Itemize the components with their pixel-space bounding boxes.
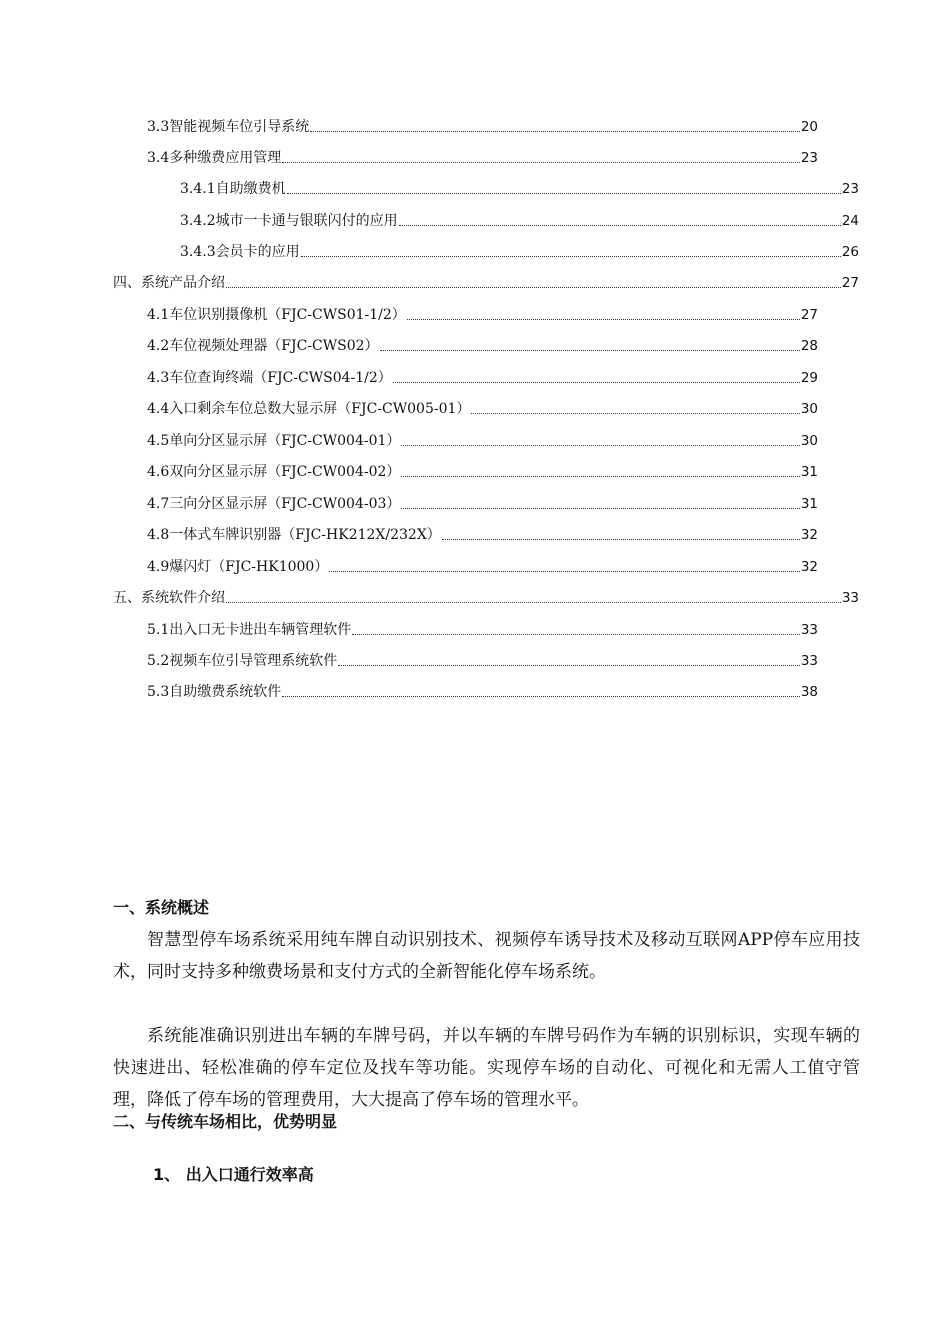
toc-entry[interactable] — [180, 208, 859, 230]
toc-title: 4.3车位查询终端（FJC-CWS04-1/2） — [147, 370, 392, 386]
toc-entry[interactable] — [147, 428, 818, 450]
toc-title: 4.7三向分区显示屏（FJC-CW004-03） — [147, 496, 401, 512]
toc-title: 4.6双向分区显示屏（FJC-CW004-02） — [147, 464, 401, 480]
section-heading-advantages: 二、与传统车场相比，优势明显 — [113, 1112, 338, 1131]
toc-entry[interactable] — [147, 554, 818, 576]
toc-page: 23 — [841, 181, 859, 197]
toc-leader — [399, 224, 841, 226]
toc-title: 五、系统软件介绍 — [113, 590, 225, 606]
toc-entry[interactable] — [147, 459, 818, 481]
toc-entry[interactable] — [147, 617, 818, 639]
toc-leader — [401, 475, 799, 477]
toc-entry[interactable] — [147, 648, 818, 670]
toc-leader — [401, 507, 799, 509]
toc-title: 四、系统产品介绍 — [113, 275, 225, 291]
toc-page: 24 — [841, 213, 859, 229]
toc-page: 29 — [800, 370, 818, 386]
toc-leader — [442, 538, 800, 540]
toc-entry[interactable] — [147, 333, 818, 355]
toc-title: 4.4入口剩余车位总数大显示屏（FJC-CW005-01） — [147, 401, 471, 417]
toc-title: 4.1车位识别摄像机（FJC-CWS01-1/2） — [147, 307, 406, 323]
paragraph-overview-2: 系统能准确识别进出车辆的车牌号码，并以车辆的车牌号码作为车辆的识别标识，实现车辆的快速进出、轻松准确的停车定位及找车等功能。实现停车场的自动化、可视化和无需人工值守管理，降低了停车场的管理费用，大大提高了停车场的管理水平。 — [113, 1026, 860, 1110]
toc-page: 26 — [841, 244, 859, 260]
toc-leader — [393, 381, 800, 383]
toc-page: 27 — [841, 275, 859, 291]
toc-leader — [287, 192, 841, 194]
toc-title: 5.2视频车位引导管理系统软件 — [147, 653, 338, 669]
toc-page: 28 — [800, 338, 818, 354]
toc-title: 3.4多种缴费应用管理 — [147, 150, 282, 166]
toc-page: 30 — [800, 401, 818, 417]
toc-title: 4.9爆闪灯（FJC-HK1000） — [147, 559, 329, 575]
toc-leader — [352, 633, 800, 635]
toc-entry[interactable] — [147, 302, 818, 324]
toc-page: 33 — [800, 622, 818, 638]
toc-page: 32 — [800, 559, 818, 575]
toc-page: 33 — [800, 653, 818, 669]
toc-title: 3.3智能视频车位引导系统 — [147, 119, 310, 135]
toc-page: 27 — [800, 307, 818, 323]
toc-entry[interactable] — [113, 270, 859, 292]
toc-entry[interactable] — [180, 239, 859, 261]
section-heading-overview: 一、系统概述 — [113, 898, 210, 917]
toc-entry[interactable] — [147, 679, 818, 701]
toc-title: 4.2车位视频处理器（FJC-CWS02） — [147, 338, 379, 354]
toc-leader — [401, 444, 799, 446]
toc-page: 33 — [841, 590, 859, 606]
toc-leader — [301, 255, 841, 257]
toc-page: 38 — [800, 684, 818, 700]
toc-entry[interactable] — [147, 522, 818, 544]
toc-title: 3.4.3会员卡的应用 — [180, 244, 300, 260]
toc-title: 5.1出入口无卡进出车辆管理软件 — [147, 622, 352, 638]
subheading-efficiency: 1、 出入口通行效率高 — [153, 1165, 314, 1184]
toc-entry[interactable] — [147, 491, 818, 513]
toc-page: 30 — [800, 433, 818, 449]
toc-leader — [380, 349, 800, 351]
toc-leader — [310, 130, 800, 132]
toc-entry[interactable] — [147, 114, 818, 136]
toc-entry[interactable] — [147, 396, 818, 418]
toc-title: 3.4.1自助缴费机 — [180, 181, 286, 197]
toc-leader — [471, 412, 799, 414]
toc-title: 5.3自助缴费系统软件 — [147, 684, 282, 700]
toc-title: 4.5单向分区显示屏（FJC-CW004-01） — [147, 433, 401, 449]
toc-leader — [329, 570, 799, 572]
toc-leader — [282, 695, 800, 697]
toc-page: 31 — [800, 496, 818, 512]
toc-leader — [226, 601, 841, 603]
toc-leader — [407, 318, 800, 320]
toc-leader — [282, 161, 800, 163]
toc-leader — [226, 286, 841, 288]
toc-title: 4.8一体式车牌识别器（FJC-HK212X/232X） — [147, 527, 441, 543]
toc-page: 31 — [800, 464, 818, 480]
toc-page: 32 — [800, 527, 818, 543]
toc-leader — [338, 664, 800, 666]
toc-title: 3.4.2城市一卡通与银联闪付的应用 — [180, 213, 398, 229]
toc-page: 20 — [800, 119, 818, 135]
toc-entry[interactable] — [180, 176, 859, 198]
toc-entry[interactable] — [113, 585, 859, 607]
toc-entry[interactable] — [147, 145, 818, 167]
toc-page: 23 — [800, 150, 818, 166]
paragraph-overview-1: 智慧型停车场系统采用纯车牌自动识别技术、视频停车诱导技术及移动互联网APP停车应用技术，同时支持多种缴费场景和支付方式的全新智能化停车场系统。 — [113, 930, 860, 982]
toc-entry[interactable] — [147, 365, 818, 387]
